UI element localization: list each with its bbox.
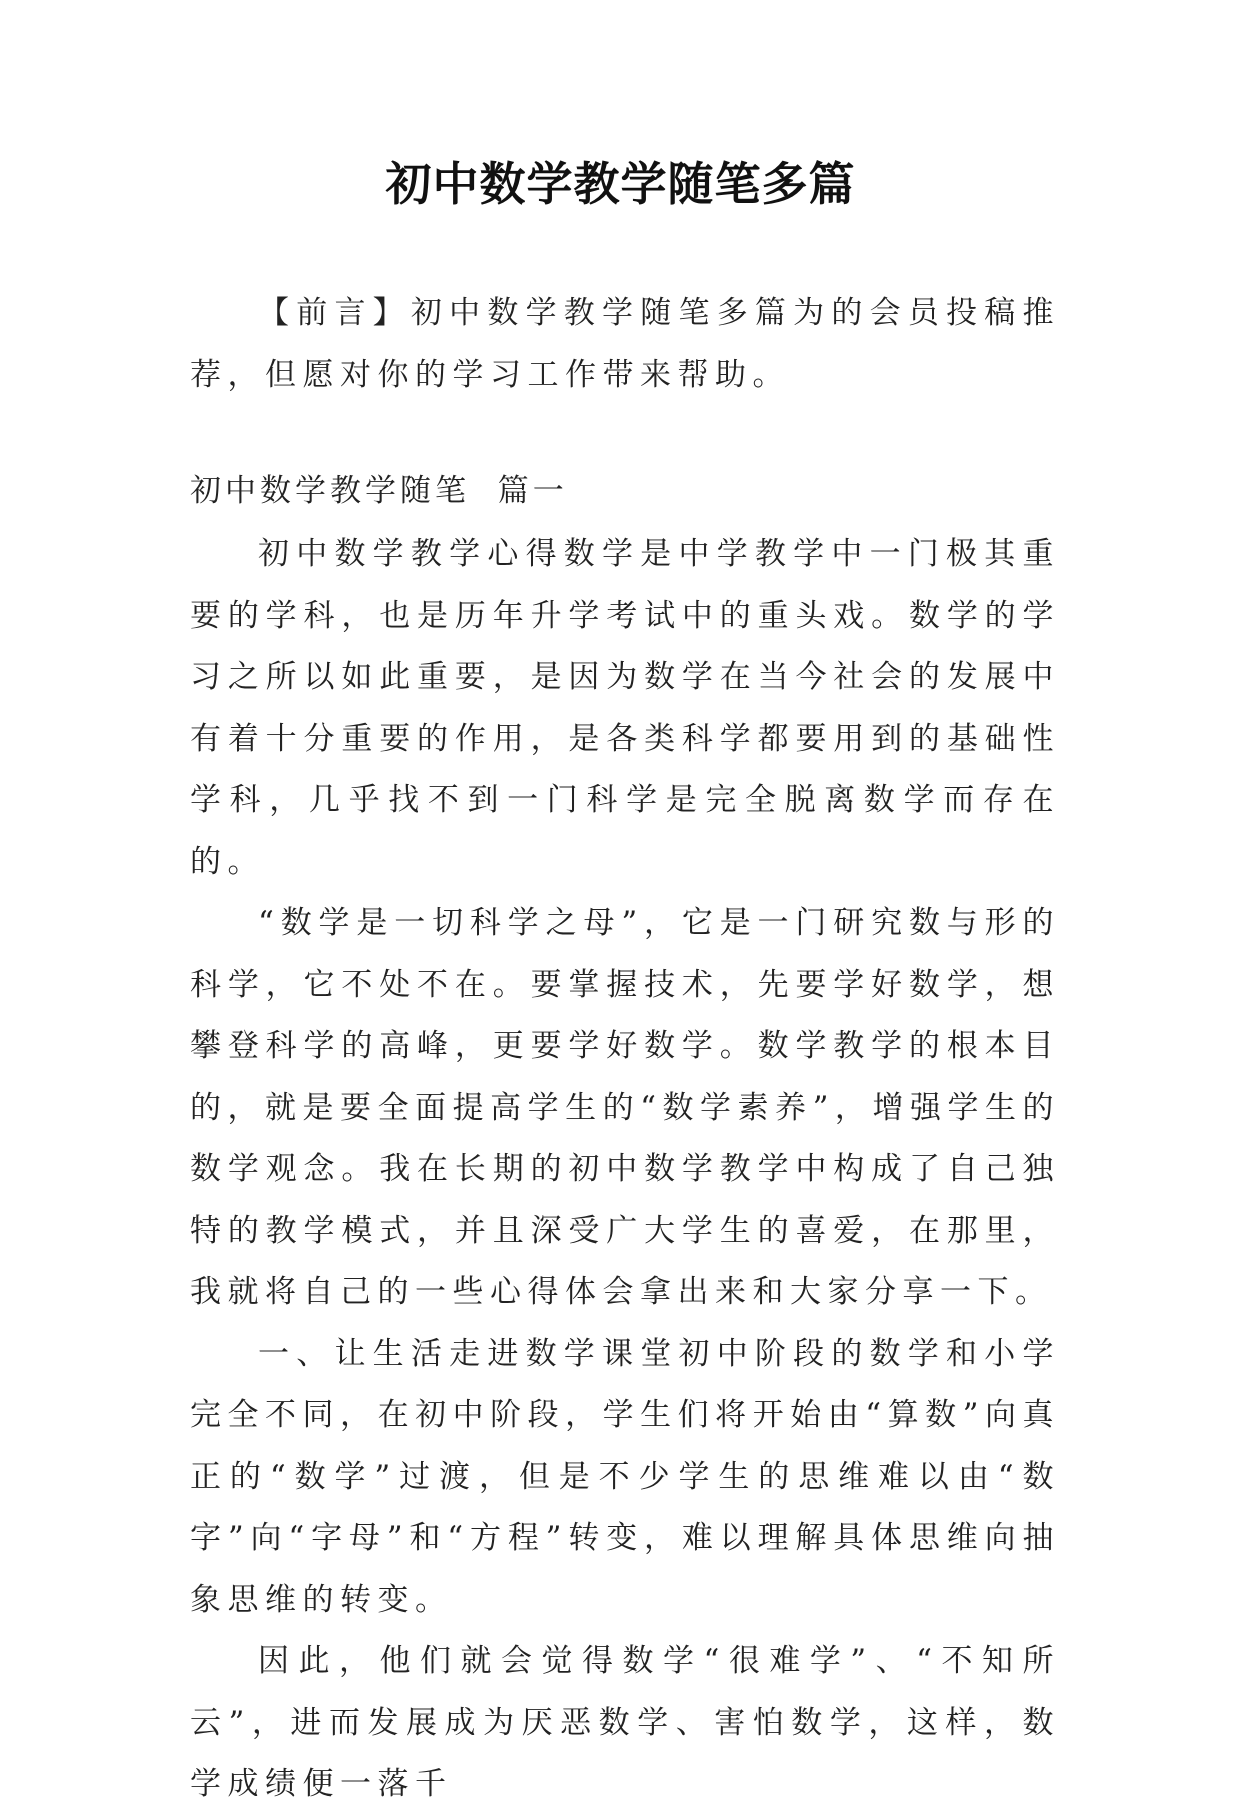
paragraph: 因此，他们就会觉得数学“很难学”、“不知所云”，进而发展成为厌恶数学、害怕数学，这样，数学成绩便一落千 (190, 1643, 1060, 1802)
document-title: 初中数学教学随笔多篇 (385, 157, 856, 211)
paragraph: “数学是一切科学之母”，它是一门研究数与形的科学，它不处不在。要掌握技术，先要学好数学，想攀登科学的高峰，更要学好数学。数学教学的根本目的，就是要全面提高学生的“数学素养”，增强学生的数学观念。我在长期的初中数学教学中构成了自己独特的教学模式，并且深受广大学生的喜爱，在那里，我就将自己的一些心得体会拿出来和大家分享一下。 (190, 905, 1060, 1310)
paragraph: 初中数学教学心得数学是中学教学中一门极其重要的学科，也是历年升学考试中的重头戏。数学的学习之所以如此重要，是因为数学在当今社会的发展中有着十分重要的作用，是各类科学都要用到的基础性学科，几乎找不到一门科学是完全脱离数学而存在的。 (190, 536, 1060, 880)
section-heading: 初中数学教学随笔 篇一 (190, 473, 568, 509)
body-text (190, 524, 1060, 1816)
paragraph: 一、让生活走进数学课堂初中阶段的数学和小学完全不同，在初中阶段，学生们将开始由“算数”向真正的“数学”过渡，但是不少学生的思维难以由“数字”向“字母”和“方程”转变，难以理解具体思维向抽象思维的转变。 (190, 1335, 1060, 1618)
preface-paragraph: 【前言】初中数学教学随笔多篇为的会员投稿推荐，但愿对你的学习工作带来帮助。 (190, 295, 1060, 393)
